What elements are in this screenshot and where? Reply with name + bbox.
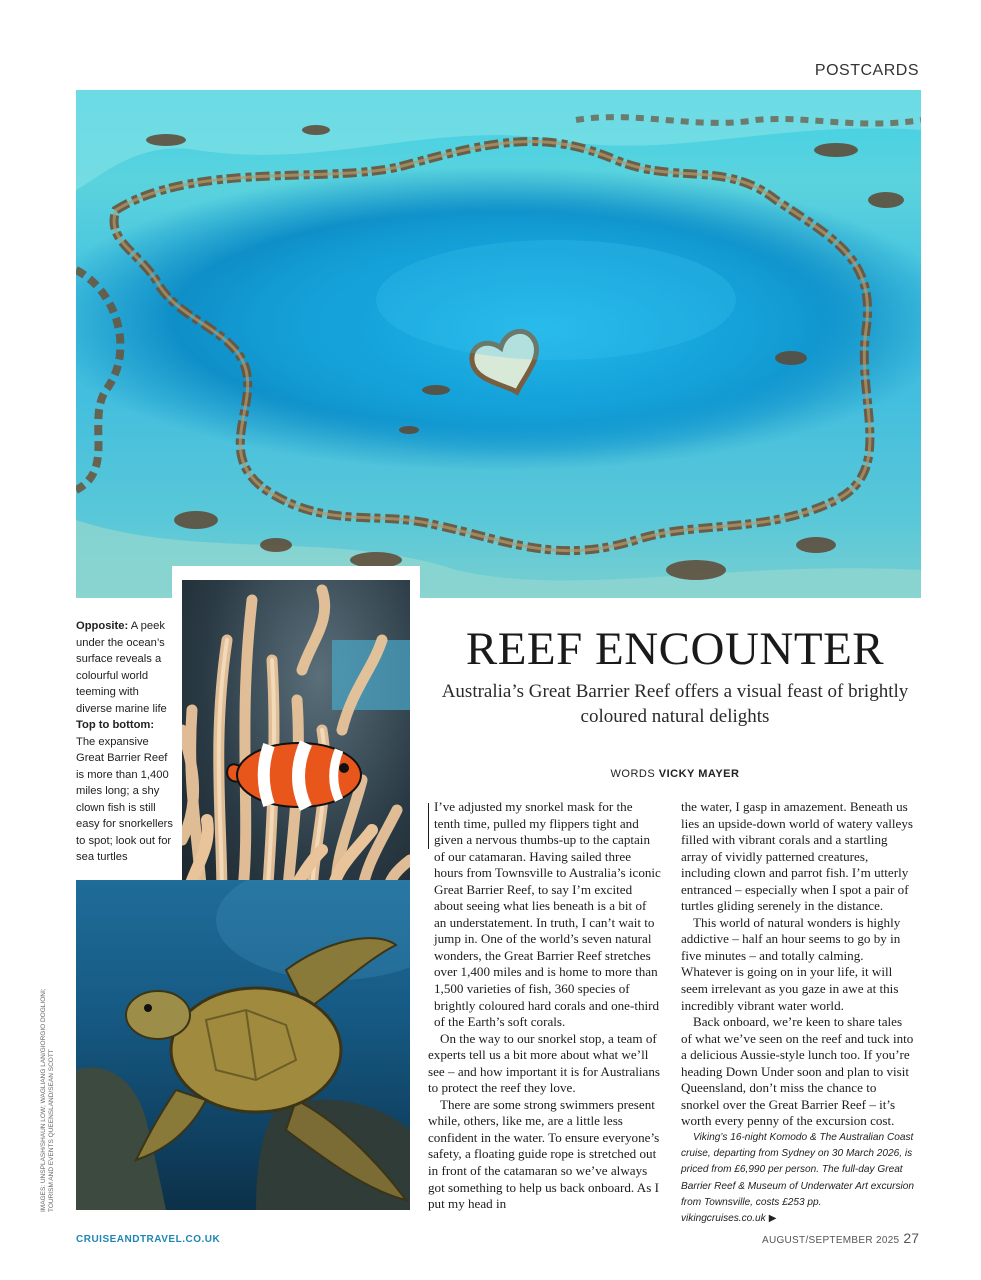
image-credits-line2: TOURISM AND EVENTS QUEENSLAND/SEAN SCOTT — [48, 1049, 55, 1212]
body-column-2 — [681, 799, 914, 1227]
caption-text-top-to-bottom: The expansive Great Barrier Reef is more than 1,400 miles long; a shy clown fish is still easy for snorkellers to spot; look out for sea turtles — [76, 735, 173, 863]
body-paragraph: There are some strong swimmers present while, others, like me, are a little less confident in the water. To ensure everyone’s safety, a floating guide rope is stretched out in front of the catamaran so we’ve always got something to help us back onboard. As I put my head in — [428, 1096, 660, 1212]
photo-caption — [76, 618, 176, 866]
issue-date: AUGUST/SEPTEMBER 2025 — [761, 1235, 900, 1246]
clownfish-photo-frame — [172, 566, 420, 904]
body-paragraph: the water, I gasp in amazement. Beneath us lies an upside-down world of watery valleys filled with vibrant corals and a startling array of vividly patterned creatures, including clown and parrot fish. I’m utterly entranced – especially when I spot a pair of turtles gliding serenely in the distance. — [681, 799, 913, 914]
clownfish-illustration — [182, 580, 410, 898]
page-number: 27 — [903, 1230, 919, 1246]
clownfish-photo — [182, 580, 410, 898]
byline — [510, 768, 840, 780]
body-column-1 — [428, 799, 661, 1213]
byline-label: WORDS — [610, 768, 659, 780]
byline-author: VICKY MAYER — [658, 768, 740, 780]
arrow-icon: ▶ — [768, 1212, 777, 1224]
caption-lead-top-to-bottom: Top to bottom: — [76, 719, 155, 731]
body-paragraph: I’ve adjusted my snorkel mask for the tenth time, pulled my flippers tight and given a nervous thumbs-up to the captain of our catamaran. Having sailed three hours from Townsville to Australia’s iconic Great Barrier Reef, to say I’m excited about seeing what lies beneath is a bit of an understatement. In truth, I can’t wait to jump in. One of the world’s seven natural wonders, the Great Barrier Reef stretches over 1,400 miles and is home to more than 1,500 varieties of fish, 360 species of brightly coloured hard corals and one-third of the Earth’s soft corals. — [434, 799, 661, 1030]
image-credits — [40, 988, 56, 1212]
hero-photo-reef — [76, 90, 921, 598]
turtle-photo — [76, 880, 410, 1210]
reef-illustration — [76, 90, 921, 598]
headline: REEF ENCOUNTER — [465, 623, 885, 675]
turtle-illustration — [76, 880, 410, 1210]
section-label: POSTCARDS — [814, 62, 919, 79]
body-paragraph: This world of natural wonders is highly addictive – half an hour seems to go by in five minutes – and totally calming. Whatever is going on in your life, it will seem irrelevant as you gaze in awe at this incredibly vibrant water world. — [681, 914, 901, 1013]
footer-website[interactable]: CRUISEANDTRAVEL.CO.UK — [76, 1234, 221, 1245]
footer-issue — [762, 1230, 919, 1248]
caption-text-opposite: A peek under the ocean’s surface reveals a colourful world teeming with diverse marine life — [76, 620, 167, 715]
cruise-info — [681, 1130, 914, 1227]
cruise-info-text: Viking’s 16-night Komodo & The Australian Coast cruise, departing from Sydney on 30 March 2026, is priced from £6,990 per person. The full-day Great Barrier Reef & Museum of Underwater Art excursion from Townsville, costs £253 pp. vikingcruises.co.uk — [681, 1131, 914, 1224]
caption-lead-opposite: Opposite: — [76, 620, 129, 632]
body-paragraph: Back onboard, we’re keen to share tales of what we’ve seen on the reef and tuck into a delicious Aussie-style lunch too. If you’re heading Down Under soon and plan to visit Queensland, don’t miss the chance to snorkel over the Great Barrier Reef – it’s worth every penny of the excursion cost. — [681, 1014, 914, 1129]
body-paragraph: On the way to our snorkel stop, a team of experts tell us a bit more about what we’ll see – and how important it is for Australians to protect the reef they love. — [428, 1030, 661, 1096]
standfirst: Australia’s Great Barrier Reef offers a visual feast of brightly coloured natural delights — [441, 681, 909, 727]
image-credits-line1: IMAGES: UNSPLASH/SHAUN LOW; WAGLIANG LAN/GIORGIO DOGLIONI; — [40, 988, 47, 1212]
